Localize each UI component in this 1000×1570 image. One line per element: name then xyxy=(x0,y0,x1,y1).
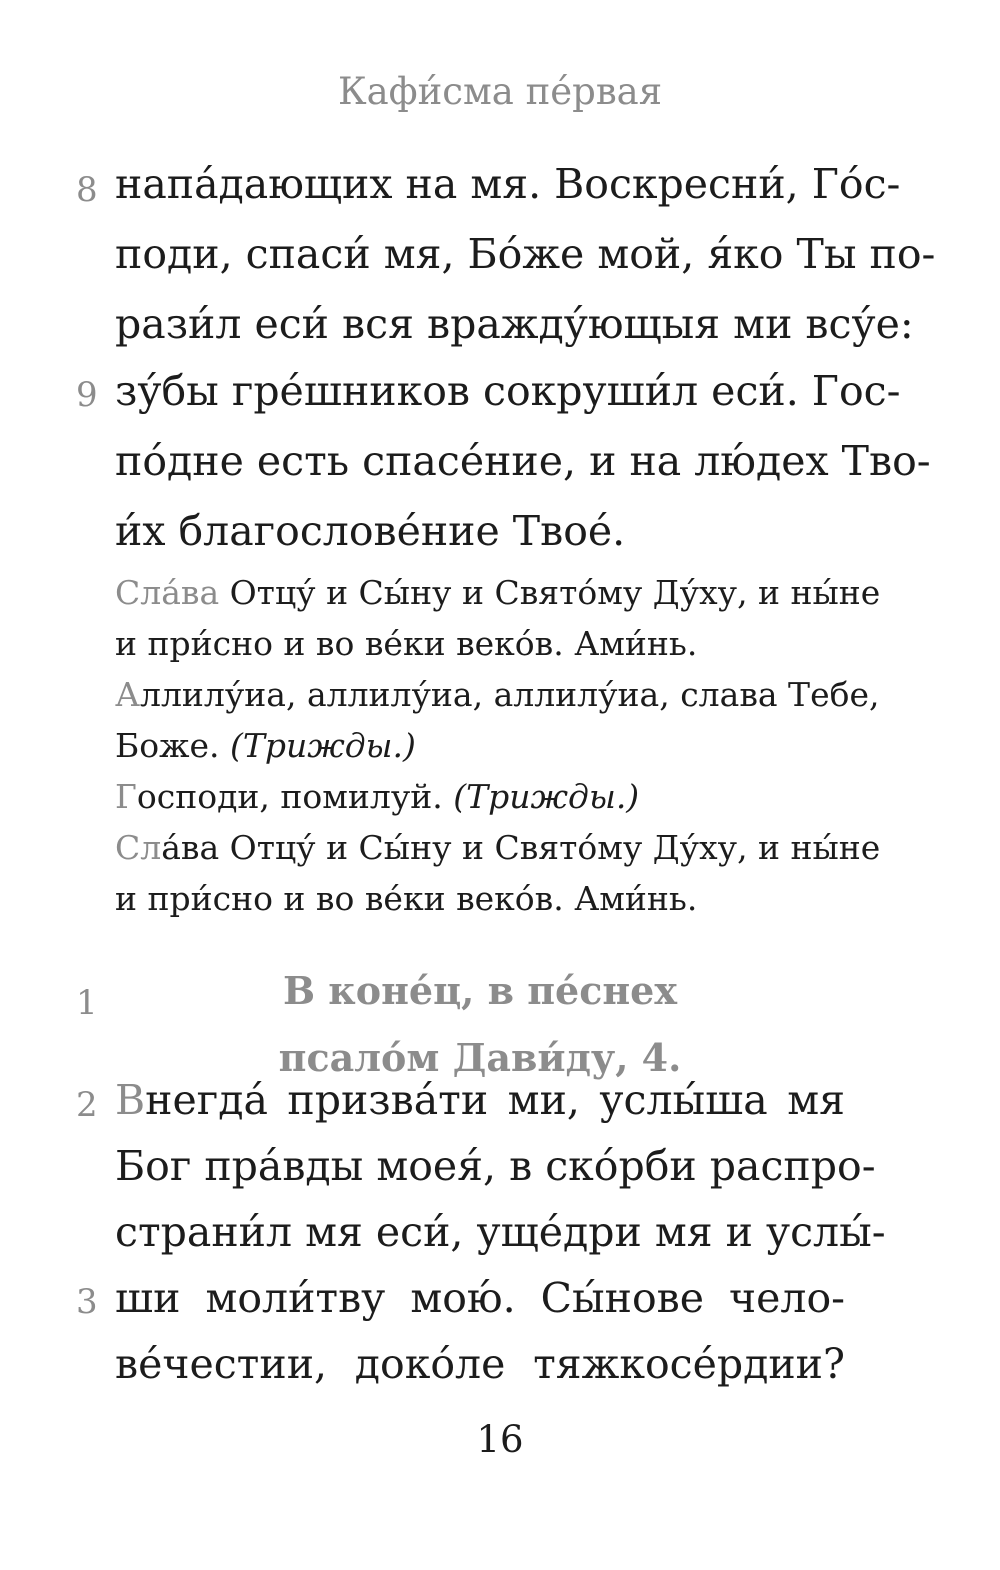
text-line: по́дне есть спасе́ние, и на лю́дех Тво- xyxy=(115,437,931,485)
glory-line xyxy=(115,828,881,867)
text-line: страни́л мя еси́, уще́дри мя и услы́- xyxy=(115,1208,886,1256)
verse-number: 3 xyxy=(76,1282,98,1322)
glory-line: и при́сно и во ве́ки веко́в. Ами́нь. xyxy=(115,879,698,918)
verse-number: 1 xyxy=(76,983,98,1023)
initial-letters: Сл xyxy=(115,828,162,867)
text-line xyxy=(115,1076,845,1124)
psalm-title: псало́м Дави́ду, 4. xyxy=(278,1035,682,1080)
text-span: негда́ призва́ти ми, услы́ша мя xyxy=(145,1076,845,1124)
text-line: зу́бы гре́шников сокруши́л еси́. Гос- xyxy=(115,367,901,415)
page-number: 16 xyxy=(476,1418,524,1461)
verse-number: 8 xyxy=(76,170,98,210)
text-span: Отцу́ и Сы́ну и Свято́му Ду́ху, и ны́не xyxy=(219,573,881,612)
text-span: осподи, помилуй. xyxy=(136,777,454,816)
lord-have-mercy-line xyxy=(115,777,845,816)
text-line: и́х благослове́ние Твое́. xyxy=(115,507,626,555)
text-line: ши моли́тву мою́. Сы́нове чело- xyxy=(115,1274,845,1322)
text-line: Бог пра́вды моея́, в ско́рби распро- xyxy=(115,1142,876,1190)
alleluia-line xyxy=(115,726,845,765)
text-span: Боже. xyxy=(115,726,230,765)
glory-line xyxy=(115,573,881,612)
text-span: ллилу́иа, аллилу́иа, аллилу́иа, слава Тебе, xyxy=(140,675,880,714)
rubric-thrice: (Трижды.) xyxy=(453,777,640,816)
initial-letter: В xyxy=(115,1076,146,1124)
verse-number: 2 xyxy=(76,1085,98,1125)
initial-letter: А xyxy=(115,675,140,714)
text-line: напа́дающих на мя. Воскресни́, Го́с- xyxy=(115,160,901,208)
initial-letter: Г xyxy=(115,777,137,816)
text-line: рази́л еси́ вся вражду́ющыя ми всу́е: xyxy=(115,300,914,348)
verse-number: 9 xyxy=(76,375,98,415)
rubric-thrice: (Трижды.) xyxy=(229,726,416,765)
initial-word: Сла́ва xyxy=(115,573,220,612)
text-line: поди, спаси́ мя, Бо́же мой, я́ко Ты по- xyxy=(115,230,936,278)
running-title: Кафи́сма пе́рвая xyxy=(337,70,663,113)
text-span: а́ва Отцу́ и Сы́ну и Свято́му Ду́ху, и ны́не xyxy=(161,828,881,867)
alleluia-line xyxy=(115,675,880,714)
text-line: ве́честии, доко́ле тяжкосе́рдии? xyxy=(115,1340,845,1388)
glory-line: и при́сно и во ве́ки веко́в. Ами́нь. xyxy=(115,624,698,663)
psalm-title: В коне́ц, в пе́снех xyxy=(282,968,678,1013)
